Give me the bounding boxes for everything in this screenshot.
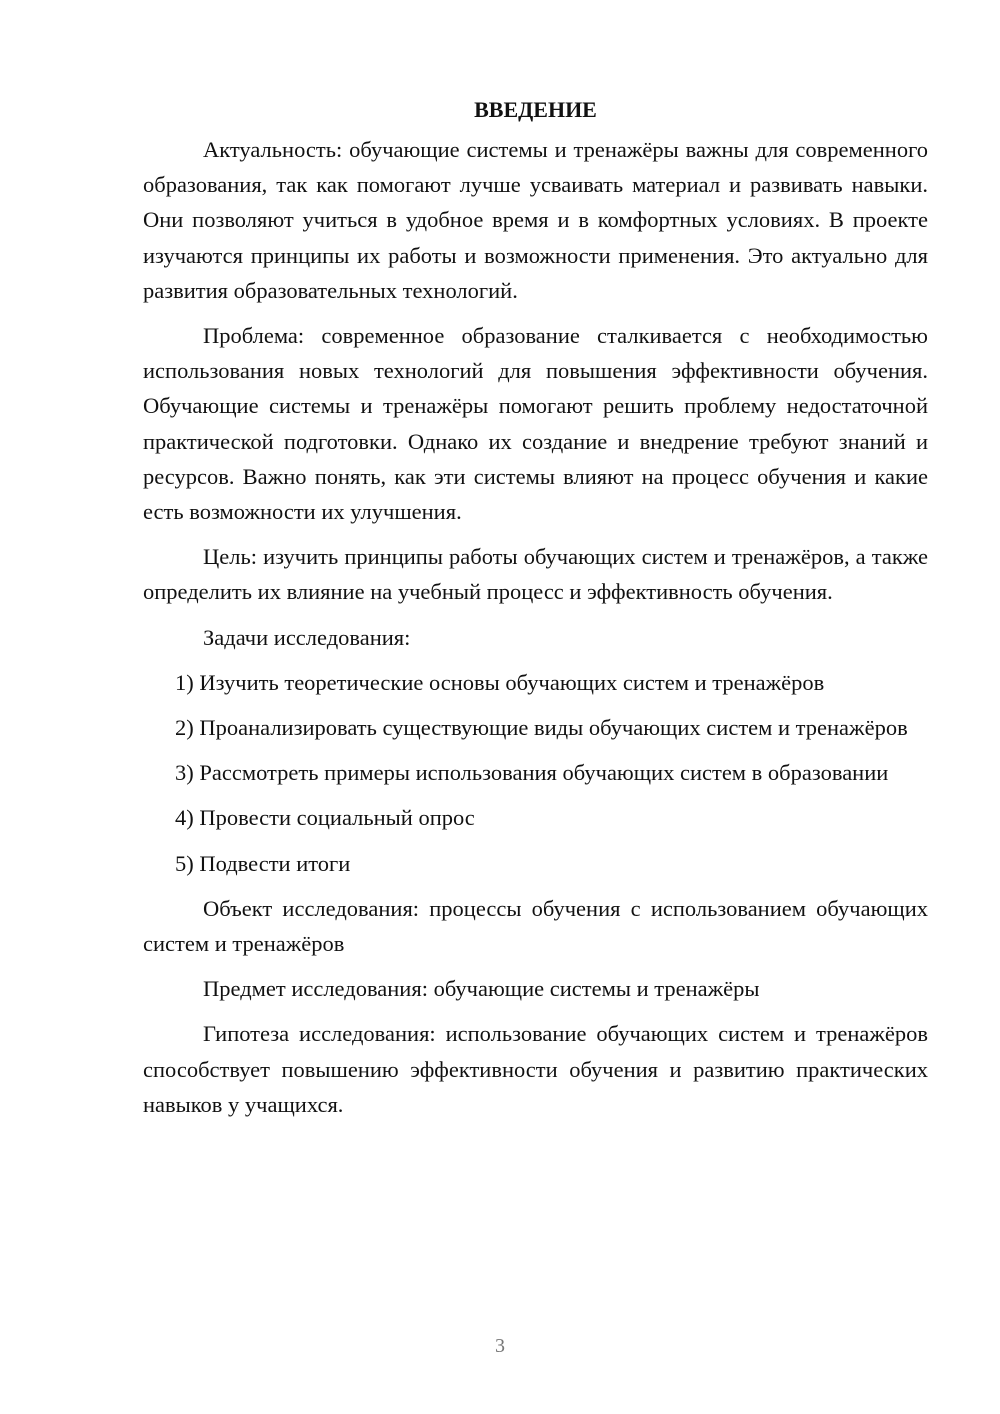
section-title: ВВЕДЕНИЕ bbox=[474, 97, 597, 122]
problem-paragraph: Проблема: современное образование сталкивается с необходимостью использования новых технологий для повышения эффективности обучения. Обучающие системы и тренажёры помогают решить проблему недостаточной практической подготовки. Однако их создание и внедрение требуют знаний и ресурсов. Важно понять, как эти системы влияют на процесс обучения и какие есть возможности их улучшения. bbox=[143, 323, 928, 525]
task-item: 5) Подвести итоги bbox=[175, 850, 351, 876]
goal-paragraph: Цель: изучить принципы работы обучающих систем и тренажёров, а также определить их влияние на учебный процесс и эффективность обучения. bbox=[143, 544, 928, 605]
page-content bbox=[143, 92, 928, 1132]
tasks-heading: Задачи исследования: bbox=[203, 624, 411, 650]
task-item: 3) Рассмотреть примеры использования обучающих систем в образовании bbox=[175, 760, 889, 786]
task-item: 2) Проанализировать существующие виды обучающих систем и тренажёров bbox=[175, 715, 908, 741]
relevance-paragraph: Актуальность: обучающие системы и тренажёры важны для современного образования, так как помогают лучше усваивать материал и развивать навыки. Они позволяют учиться в удобное время и в комфортных условиях. В проекте изучаются принципы их работы и возможности применения. Это актуально для развития образовательных технологий. bbox=[143, 137, 928, 303]
task-item: 4) Провести социальный опрос bbox=[175, 805, 475, 831]
task-item: 1) Изучить теоретические основы обучающих систем и тренажёров bbox=[175, 669, 825, 695]
hypothesis-paragraph: Гипотеза исследования: использование обучающих систем и тренажёров способствует повышению эффективности обучения и развитию практических навыков у учащихся. bbox=[143, 1021, 928, 1117]
object-paragraph: Объект исследования: процессы обучения с использованием обучающих систем и тренажёров bbox=[143, 895, 928, 957]
subject-paragraph: Предмет исследования: обучающие системы и тренажёры bbox=[203, 976, 760, 1002]
page-number: 3 bbox=[495, 1335, 505, 1357]
